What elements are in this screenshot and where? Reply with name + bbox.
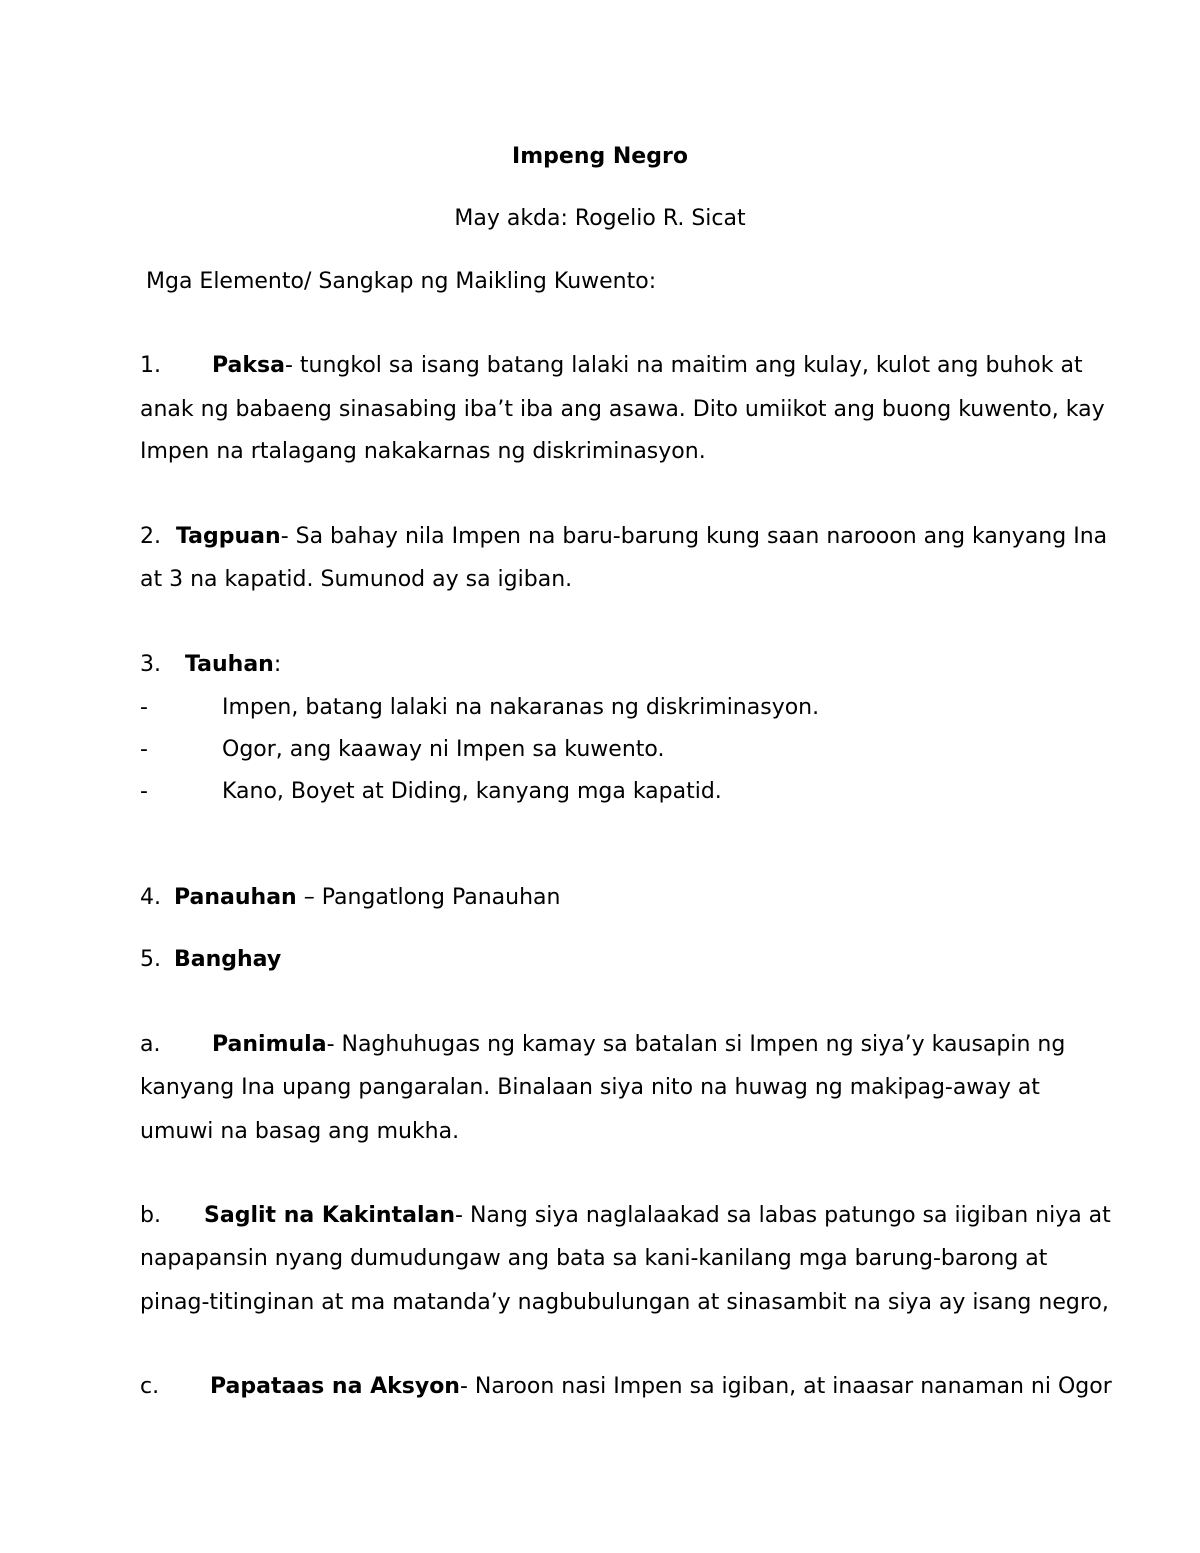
- banghay-line: [140, 945, 281, 975]
- paksa-label: Paksa: [212, 353, 285, 378]
- bullet-dash: -: [140, 779, 148, 804]
- paksa-line-3: Impen na rtalagang nakakarnas ng diskriminasyon.: [140, 439, 706, 464]
- panauhan-label: Panauhan: [174, 885, 297, 910]
- saglit-line-2: napapansin nyang dumudungaw ang bata sa kani-kanilang mga barung-barong at: [140, 1246, 1048, 1271]
- item-number: 3.: [140, 652, 161, 677]
- tauhan-label: Tauhan: [185, 652, 274, 677]
- papataas-line-1: c. Papataas na Aksyon- Naroon nasi Impen sa igiban, at inaasar nanaman ni Ogor: [140, 1372, 1112, 1402]
- panauhan-line: 4. Panauhan – Pangatlong Panauhan: [140, 883, 560, 913]
- item-letter: a.: [140, 1032, 161, 1057]
- tauhan-item-2: Ogor, ang kaaway ni Impen sa kuwento.: [222, 737, 665, 762]
- section-heading: Mga Elemento/ Sangkap ng Maikling Kuwento:: [146, 269, 657, 294]
- saglit-label: Saglit na Kakintalan: [204, 1203, 456, 1228]
- paksa-line-2: anak ng babaeng sinasabing iba’t iba ang asawa. Dito umiikot ang buong kuwento, kay: [140, 397, 1105, 422]
- bullet-dash: -: [140, 737, 148, 762]
- saglit-line-3: pinag-titinginan at ma matanda’y nagbubulungan at sinasambit na siya ay isang negro,: [140, 1290, 1109, 1315]
- papataas-label: Papataas na Aksyon: [210, 1374, 460, 1399]
- panimula-label: Panimula: [212, 1032, 327, 1057]
- item-number: 2.: [140, 524, 161, 549]
- item-number: 5.: [140, 947, 161, 972]
- banghay-label: Banghay: [174, 947, 282, 972]
- tauhan-item-1: Impen, batang lalaki na nakaranas ng diskriminasyon.: [222, 695, 820, 720]
- tagpuan-line-1: 2. Tagpuan- Sa bahay nila Impen na baru-barung kung saan narooon ang kanyang Ina: [140, 522, 1107, 552]
- tauhan-item-3: Kano, Boyet at Diding, kanyang mga kapatid.: [222, 779, 722, 804]
- item-letter: b.: [140, 1203, 161, 1228]
- document-title: Impeng Negro: [512, 144, 688, 169]
- paksa-line-1: 1. Paksa- tungkol sa isang batang lalaki na maitim ang kulay, kulot ang buhok at: [140, 351, 1083, 381]
- item-letter: c.: [140, 1374, 160, 1399]
- tagpuan-label: Tagpuan: [176, 524, 281, 549]
- tauhan-heading: 3. Tauhan:: [140, 650, 281, 680]
- item-number: 1.: [140, 353, 161, 378]
- panimula-line-2: kanyang Ina upang pangaralan. Binalaan siya nito na huwag ng makipag-away at: [140, 1075, 1040, 1100]
- bullet-dash: -: [140, 695, 148, 720]
- item-number: 4.: [140, 885, 161, 910]
- author-line: May akda: Rogelio R. Sicat: [454, 206, 746, 231]
- panimula-line-1: a. Panimula- Naghuhugas ng kamay sa batalan si Impen ng siya’y kausapin ng: [140, 1030, 1065, 1060]
- panimula-line-3: umuwi na basag ang mukha.: [140, 1119, 460, 1144]
- saglit-line-1: b. Saglit na Kakintalan- Nang siya naglalaakad sa labas patungo sa iigiban niya at: [140, 1201, 1111, 1231]
- tagpuan-line-2: at 3 na kapatid. Sumunod ay sa igiban.: [140, 567, 573, 592]
